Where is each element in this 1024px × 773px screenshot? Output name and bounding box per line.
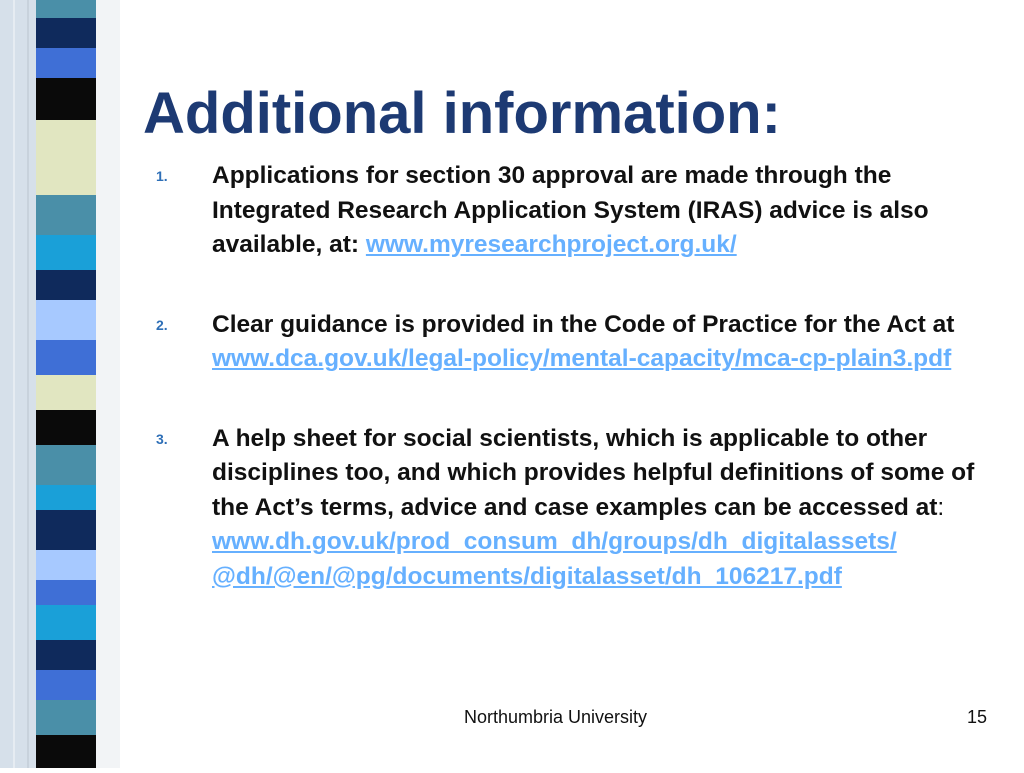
list-item — [156, 422, 1016, 595]
item-text: Clear guidance is provided in the Code of Practice for the Act at — [212, 310, 955, 338]
item-text: A help sheet for social scientists, which is applicable to other disciplines too, and which provides helpful definitions of some of the Act’s terms, advice and case examples can be accessed at — [212, 424, 975, 521]
help-sheet-link-part1[interactable]: www.dh.gov.uk/prod_consum_dh/groups/dh_digitalassets/ — [212, 528, 897, 555]
stripe-block — [36, 235, 96, 270]
stripe-block — [36, 700, 96, 735]
stripe-block — [36, 410, 96, 445]
stripe-block — [36, 150, 96, 195]
stripe-block — [96, 0, 120, 768]
stripe-block — [36, 510, 96, 550]
slide-title: Additional information: — [143, 81, 781, 146]
item-separator: : — [937, 493, 945, 521]
code-of-practice-link[interactable]: www.dca.gov.uk/legal-policy/mental-capacity/mca-cp-plain3.pdf — [212, 345, 952, 372]
stripe-block — [36, 48, 96, 78]
stripe-block — [36, 340, 96, 375]
list-item — [156, 159, 1016, 263]
stripe-block — [36, 580, 96, 605]
stripe-block — [36, 640, 96, 670]
stripe-block — [36, 735, 96, 768]
info-list — [156, 159, 1016, 639]
stripe-block — [36, 300, 96, 340]
stripe-block — [36, 195, 96, 235]
stripe-block — [36, 445, 96, 485]
myresearchproject-link[interactable]: www.myresearchproject.org.uk/ — [365, 231, 737, 258]
stripe-block — [36, 0, 96, 18]
stripe-block — [36, 485, 96, 510]
decorative-stripe — [0, 0, 120, 768]
stripe-block — [36, 670, 96, 700]
stripe-block — [36, 270, 96, 300]
stripe-block — [36, 550, 96, 580]
list-number: 2. — [156, 316, 168, 333]
stripe-block — [36, 18, 96, 48]
help-sheet-link-part2[interactable]: @dh/@en/@pg/documents/digitalasset/dh_106217.pdf — [212, 562, 842, 590]
stripe-block — [36, 120, 96, 150]
list-number: 1. — [156, 168, 168, 184]
stripe-block — [0, 0, 36, 768]
stripe-block — [36, 375, 96, 410]
item-text: Applications for section 30 approval are made through the Integrated Research Application System (IRAS) advice is also available, at: — [212, 162, 929, 258]
footer-organization: Northumbria University — [464, 707, 648, 727]
stripe-block — [36, 605, 96, 640]
slide-number: 15 — [967, 707, 988, 727]
list-item — [156, 308, 1016, 377]
stripe-pattern — [0, 0, 120, 768]
list-number: 3. — [156, 430, 168, 447]
stripe-block — [36, 78, 96, 120]
